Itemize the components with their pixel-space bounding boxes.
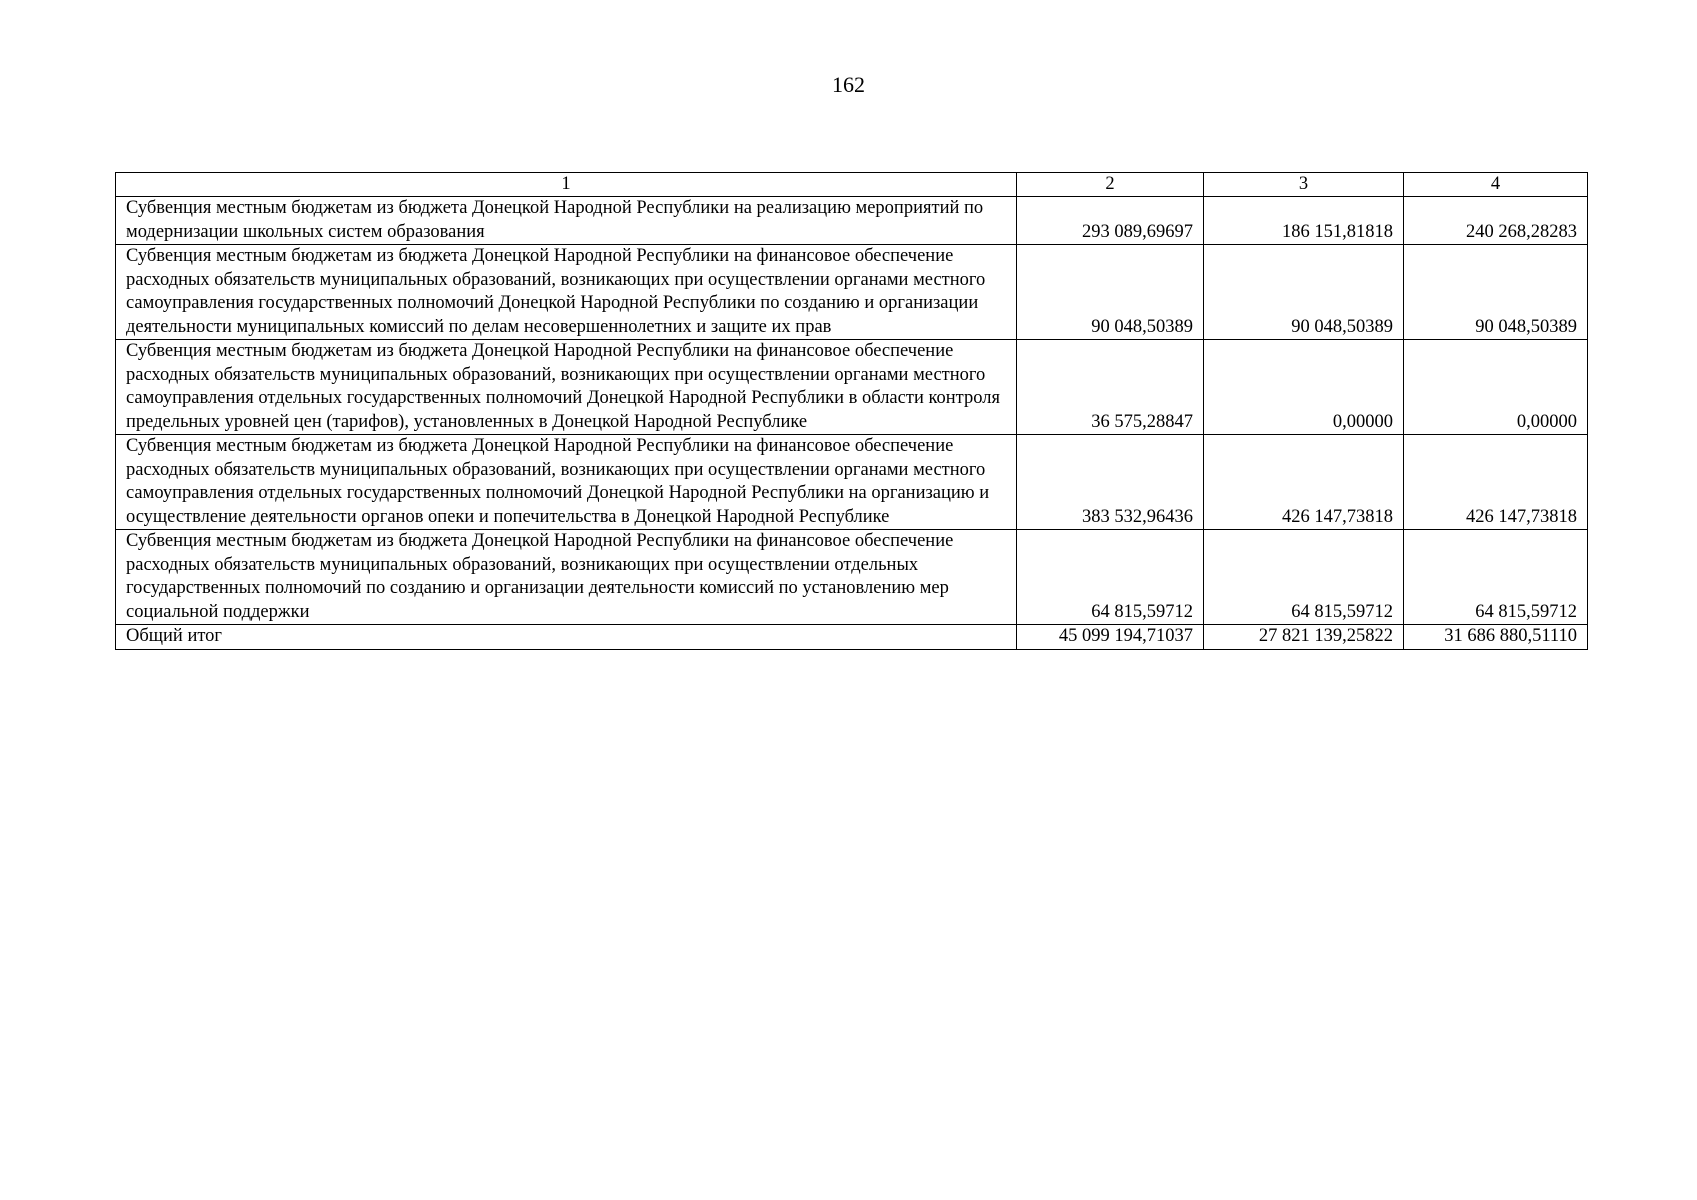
table-header-row xyxy=(116,173,1588,197)
row-value-col2: 90 048,50389 xyxy=(1017,245,1204,340)
row-value-col3: 0,00000 xyxy=(1204,340,1404,435)
table-row xyxy=(116,340,1588,435)
row-value-col2: 36 575,28847 xyxy=(1017,340,1204,435)
row-value-col3: 64 815,59712 xyxy=(1204,530,1404,625)
column-header-3: 3 xyxy=(1204,173,1404,197)
column-header-1: 1 xyxy=(116,173,1017,197)
total-value-col3: 27 821 139,25822 xyxy=(1204,625,1404,650)
table-total-row xyxy=(116,625,1588,650)
row-description: Субвенция местным бюджетам из бюджета Донецкой Народной Республики на финансовое обеспечение расходных обязательств муниципальных образований, возникающих при осуществлении органами местного самоуправления отдельных государственных полномочий Донецкой Народной Республики на организацию и осуществление деятельности органов опеки и попечительства в Донецкой Народной Республике xyxy=(116,435,1017,530)
row-value-col4: 426 147,73818 xyxy=(1404,435,1588,530)
row-description: Субвенция местным бюджетам из бюджета Донецкой Народной Республики на финансовое обеспечение расходных обязательств муниципальных образований, возникающих при осуществлении органами местного самоуправления отдельных государственных полномочий Донецкой Народной Республики в области контроля предельных уровней цен (тарифов), установленных в Донецкой Народной Республике xyxy=(116,340,1017,435)
total-value-col4: 31 686 880,51110 xyxy=(1404,625,1588,650)
total-label: Общий итог xyxy=(116,625,1017,650)
column-header-4: 4 xyxy=(1404,173,1588,197)
table-row xyxy=(116,530,1588,625)
row-value-col4: 0,00000 xyxy=(1404,340,1588,435)
row-value-col4: 240 268,28283 xyxy=(1404,197,1588,245)
row-value-col3: 186 151,81818 xyxy=(1204,197,1404,245)
row-description: Субвенция местным бюджетам из бюджета Донецкой Народной Республики на финансовое обеспечение расходных обязательств муниципальных образований, возникающих при осуществлении органами местного самоуправления государственных полномочий Донецкой Народной Республики по созданию и организации деятельности муниципальных комиссий по делам несовершеннолетних и защите их прав xyxy=(116,245,1017,340)
row-value-col2: 64 815,59712 xyxy=(1017,530,1204,625)
row-value-col4: 64 815,59712 xyxy=(1404,530,1588,625)
row-value-col3: 90 048,50389 xyxy=(1204,245,1404,340)
row-value-col3: 426 147,73818 xyxy=(1204,435,1404,530)
column-header-2: 2 xyxy=(1017,173,1204,197)
row-value-col2: 293 089,69697 xyxy=(1017,197,1204,245)
table-row xyxy=(116,435,1588,530)
table-row xyxy=(116,245,1588,340)
row-description: Субвенция местным бюджетам из бюджета Донецкой Народной Республики на реализацию мероприятий по модернизации школьных систем образования xyxy=(116,197,1017,245)
page-number: 162 xyxy=(832,72,865,97)
budget-table xyxy=(115,172,1588,650)
row-value-col4: 90 048,50389 xyxy=(1404,245,1588,340)
row-value-col2: 383 532,96436 xyxy=(1017,435,1204,530)
table-row xyxy=(116,197,1588,245)
row-description: Субвенция местным бюджетам из бюджета Донецкой Народной Республики на финансовое обеспечение расходных обязательств муниципальных образований, возникающих при осуществлении отдельных государственных полномочий по созданию и организации деятельности комиссий по установлению мер социальной поддержки xyxy=(116,530,1017,625)
total-value-col2: 45 099 194,71037 xyxy=(1017,625,1204,650)
